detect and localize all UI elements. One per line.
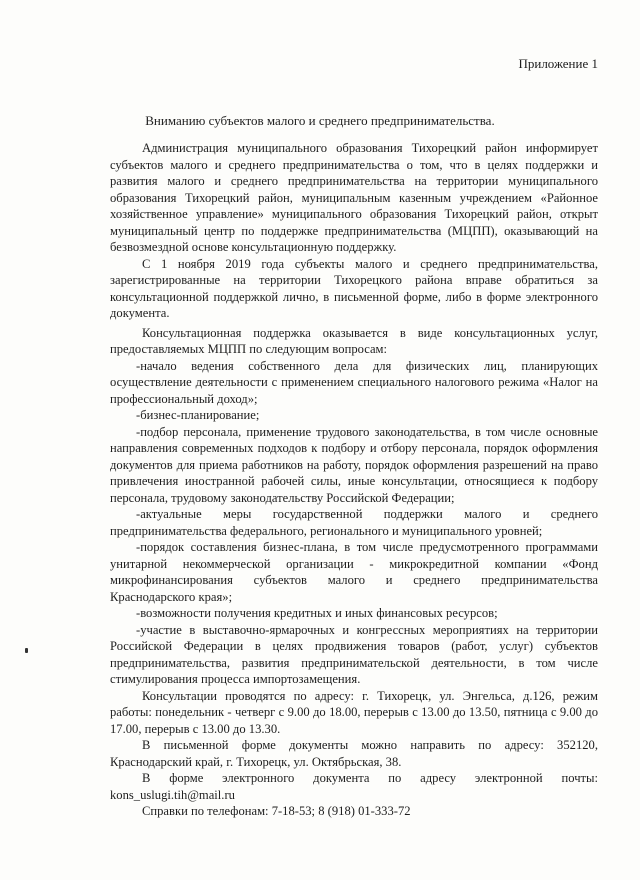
appendix-label: Приложение 1: [518, 56, 598, 71]
service-item: -подбор персонала, применение трудового законодательства, в том числе основные направления современных подходов к подбору и отбору персонала, порядок оформления документов для приема работников на работу, порядок оформления разрешений на право привлечения иностранной рабочей силы, иные консультации, относящиеся к подбору персонала, трудовому законодательству Российской Федерации;: [110, 424, 598, 505]
intro-paragraph: Администрация муниципального образования Тихорецкий район информирует субъектов малого и среднего предпринимательства о том, что в целях поддержки и развития малого и среднего предпринимательства на территории муниципального образования Тихорецкий район, муниципальным казенным учреждением «Районное хозяйственное управление» муниципального образования Тихорецкий район, открыт муниципальный центр по поддержке предпринимательства (МЦПП), оказывающий на безвозмездной основе консультационную поддержку.: [110, 141, 598, 254]
service-item: -актуальные меры государственной поддержки малого и среднего предпринимательства федерального, регионального и муниципального уровней;: [110, 507, 598, 538]
service-item: -порядок составления бизнес-плана, в том числе предусмотренного программами унитарной некоммерческой организации - микрокредитной компании «Фонд микрофинансирования субъектов малого и среднего предпринимательства Краснодарского края»;: [110, 540, 598, 604]
phone-contact: Справки по телефонам: 7-18-53; 8 (918) 01-333-72: [142, 804, 411, 818]
email-contact: В форме электронного документа по адресу электронной почты: kons_uslugi.tih@mail.ru: [110, 771, 598, 802]
service-item: -бизнес-планирование;: [136, 408, 260, 422]
date-paragraph: С 1 ноября 2019 года субъекты малого и среднего предпринимательства, зарегистрированные на территории Тихорецкого района вправе обратиться за консультационной поддержкой лично, в письменной форме, либо в форме электронного документа.: [110, 256, 598, 320]
document-body: [110, 140, 598, 820]
service-item: -возможности получения кредитных и иных финансовых ресурсов;: [136, 606, 498, 620]
services-paragraph: Консультационная поддержка оказывается в виде консультационных услуг, предоставляемых МЦПП по следующим вопросам:: [110, 325, 598, 356]
postal-address: В письменной форме документы можно направить по адресу: 352120, Краснодарский край, г. Тихорецк, ул. Октябрьская, 38.: [110, 738, 598, 769]
service-item: -участие в выставочно-ярмарочных и конгрессных мероприятиях на территории Российской Федерации в целях продвижения товаров (работ, услуг) субъектов предпринимательства, развития предпринимательской деятельности, в том числе стимулирования процесса импортозамещения.: [110, 622, 598, 686]
service-item: -начало ведения собственного дела для физических лиц, планирующих осуществление деятельности с применением специального налогового режима «Налог на профессиональный доход»;: [110, 358, 598, 406]
scan-speck: [25, 648, 28, 653]
consultation-hours: Консультации проводятся по адресу: г. Тихорецк, ул. Энгельса, д.126, режим работы: понедельник - четверг с 9.00 до 18.00, перерыв с 13.00 до 13.50, пятница с 9.00 до 17.00, перерыв с 13.00 до 13.30.: [110, 688, 598, 736]
document-title: Вниманию субъектов малого и среднего предпринимательства.: [145, 113, 495, 128]
